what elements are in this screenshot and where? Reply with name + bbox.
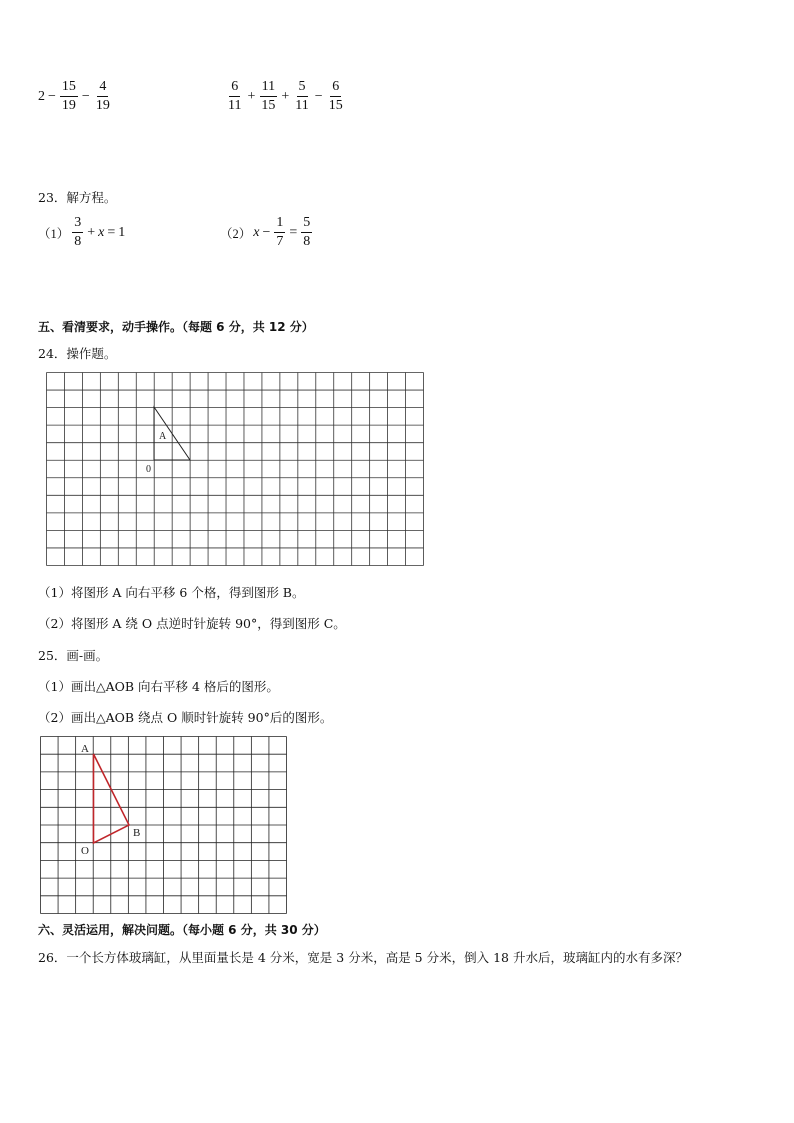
op-equals: = bbox=[107, 224, 116, 240]
grid-q24 bbox=[46, 372, 424, 566]
label-o: O bbox=[81, 845, 89, 857]
equation-label: （1） bbox=[38, 226, 70, 241]
section-5-heading: 五、看清要求，动手操作。（每题 6 分，共 12 分） bbox=[38, 320, 314, 334]
fraction: $\frac{15}{19}$ bbox=[61, 79, 76, 113]
expr-minus: − bbox=[314, 88, 323, 104]
section-6-heading: 六、灵活运用，解决问题。（每小题 6 分，共 30 分） bbox=[38, 923, 326, 937]
fraction: $\frac{1}{7}$ bbox=[276, 215, 284, 249]
question-24-title: 24．操作题。 bbox=[38, 346, 117, 361]
expr-plus: + bbox=[281, 88, 290, 104]
fraction: $\frac{5}{11}$ bbox=[295, 79, 309, 113]
grid-q25 bbox=[40, 736, 288, 914]
label-a: A bbox=[81, 743, 89, 755]
rhs-value: 1 bbox=[118, 224, 126, 240]
fraction: $\frac{4}{19}$ bbox=[95, 79, 110, 113]
equation-label: （2） bbox=[220, 226, 252, 241]
fraction: $\frac{5}{8}$ bbox=[303, 215, 311, 249]
grid-lines bbox=[41, 737, 287, 914]
q25-step-1: （1）画出△AOB 向右平移 4 格后的图形。 bbox=[38, 679, 279, 694]
question-23-title: 23．解方程。 bbox=[38, 190, 117, 205]
expression-left bbox=[38, 78, 113, 115]
expr-minus: − bbox=[48, 88, 56, 104]
op-equals: = bbox=[289, 224, 298, 240]
variable-x: x bbox=[253, 224, 260, 240]
q25-step-2: （2）画出△AOB 绕点 O 顺时针旋转 90°后的图形。 bbox=[38, 710, 333, 725]
triangle-aob bbox=[94, 754, 130, 843]
equation-2 bbox=[220, 214, 313, 251]
equation-1 bbox=[38, 214, 125, 251]
variable-x: x bbox=[98, 224, 105, 240]
grid-lines bbox=[47, 373, 424, 566]
expr-lead: 2 bbox=[38, 88, 45, 104]
question-26-text: 26．一个长方体玻璃缸，从里面量长是 4 分米，宽是 3 分米，高是 5 分米，倒入 18 升水后，玻璃缸内的水有多深？ bbox=[38, 950, 688, 965]
label-a: A bbox=[159, 431, 167, 442]
fraction: $\frac{6}{11}$ bbox=[228, 79, 242, 113]
q24-step-1: （1）将图形 A 向右平移 6 个格，得到图形 B。 bbox=[38, 585, 305, 600]
q24-step-2: （2）将图形 A 绕 O 点逆时针旋转 90°，得到图形 C。 bbox=[38, 616, 346, 631]
label-o: 0 bbox=[146, 464, 151, 475]
expr-minus: − bbox=[81, 88, 90, 104]
fraction: $\frac{3}{8}$ bbox=[74, 215, 82, 249]
fraction: $\frac{6}{15}$ bbox=[328, 79, 343, 113]
op-minus: − bbox=[262, 224, 271, 240]
fraction: $\frac{11}{15}$ bbox=[261, 79, 276, 113]
question-25-title: 25．画-画。 bbox=[38, 648, 109, 663]
op-plus: + bbox=[87, 224, 96, 240]
label-b: B bbox=[133, 827, 141, 839]
expression-right bbox=[225, 78, 346, 115]
expr-plus: + bbox=[247, 88, 256, 104]
